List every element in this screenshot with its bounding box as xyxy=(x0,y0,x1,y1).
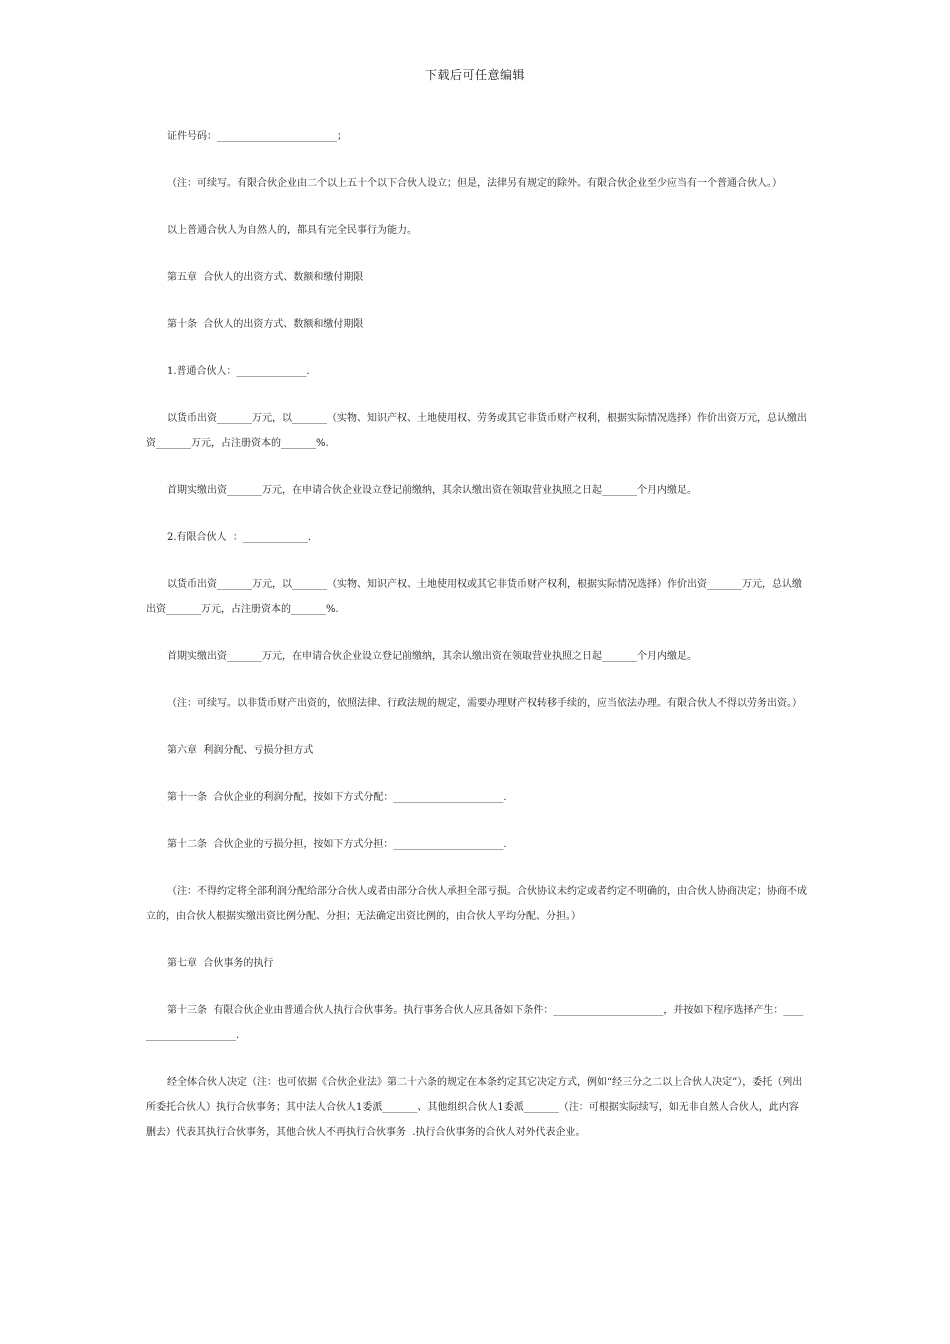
limited-partner-line: 2.有限合伙人 ：_____________. xyxy=(167,532,312,543)
article-thirteen: 第十三条 有限合伙企业由普通合伙人执行合伙事务。执行事务合伙人应具备如下条件：______________________，并按如下程序选择产生：______________________. xyxy=(146,1005,804,1041)
chapter-seven-heading: 第七章 合伙事务的执行 xyxy=(167,958,274,969)
general-partner-contribution: 以货币出资_______万元，以_______（实物、知识产权、土地使用权、劳务或其它非货币财产权利，根据实际情况选择）作价出资万元，总认缴出资_______万元，占注册资本的_______%. xyxy=(146,413,807,449)
page-header: 下载后可任意编辑 xyxy=(424,68,525,82)
limited-partner-contribution: 以货币出资_______万元，以_______（实物、知识产权、土地使用权或其它非货币财产权利，根据实际情况选择）作价出资_______万元，总认缴出资_______万元，占注册资本的_______%. xyxy=(146,579,802,615)
limited-partner-first-payment: 首期实缴出资_______万元，在申请合伙企业设立登记前缴纳，其余认缴出资在领取营业执照之日起_______个月内缴足。 xyxy=(167,651,697,662)
note-profit-loss: （注：不得约定将全部利润分配给部分合伙人或者由部分合伙人承担全部亏损。合伙协议未约定或者约定不明确的，由合伙人协商决定；协商不成立的，由合伙人根据实缴出资比例分配、分担；无法确定出资比例的，由合伙人平均分配、分担。） xyxy=(146,886,807,922)
article-twelve: 第十二条 合伙企业的亏损分担，按如下方式分担：______________________. xyxy=(167,839,507,850)
chapter-six-heading: 第六章 利润分配、亏损分担方式 xyxy=(167,745,314,756)
execution-decision: 经全体合伙人决定（注：也可依据《合伙企业法》第二十六条的规定在本条约定其它决定方式，例如“经三分之二以上合伙人决定”），委托（列出所委托合伙人）执行合伙事务；其中法人合伙人1委派_______、其他组织合伙人1委派_______（注：可根据实际续写，如无非自然人合伙人，此内容删去）代表其执行合伙事务，其他合伙人不再执行合伙事务 .执行合伙事务的合伙人对外代表企业。 xyxy=(146,1077,803,1138)
general-partner-line: 1.普通合伙人：______________. xyxy=(167,366,310,377)
article-eleven: 第十一条 合伙企业的利润分配，按如下方式分配：______________________. xyxy=(167,792,507,803)
chapter-five-heading: 第五章 合伙人的出资方式、数额和缴付期限 xyxy=(167,272,364,283)
id-number-line: 证件号码：________________________； xyxy=(167,131,347,142)
capacity-statement: 以上普通合伙人为自然人的，都具有完全民事行为能力。 xyxy=(167,225,417,236)
note-partners-count: （注：可续写。有限合伙企业由二个以上五十个以下合伙人设立；但是，法律另有规定的除外。有限合伙企业至少应当有一个普通合伙人。） xyxy=(167,178,782,189)
general-partner-first-payment: 首期实缴出资_______万元，在申请合伙企业设立登记前缴纳，其余认缴出资在领取营业执照之日起_______个月内缴足。 xyxy=(167,485,697,496)
document-body xyxy=(146,124,808,1167)
article-ten-heading: 第十条 合伙人的出资方式、数额和缴付期限 xyxy=(167,319,364,330)
note-non-monetary: （注：可续写。以非货币财产出资的，依照法律、行政法规的规定，需要办理财产权转移手续的，应当依法办理。有限合伙人不得以劳务出资。） xyxy=(167,698,802,709)
